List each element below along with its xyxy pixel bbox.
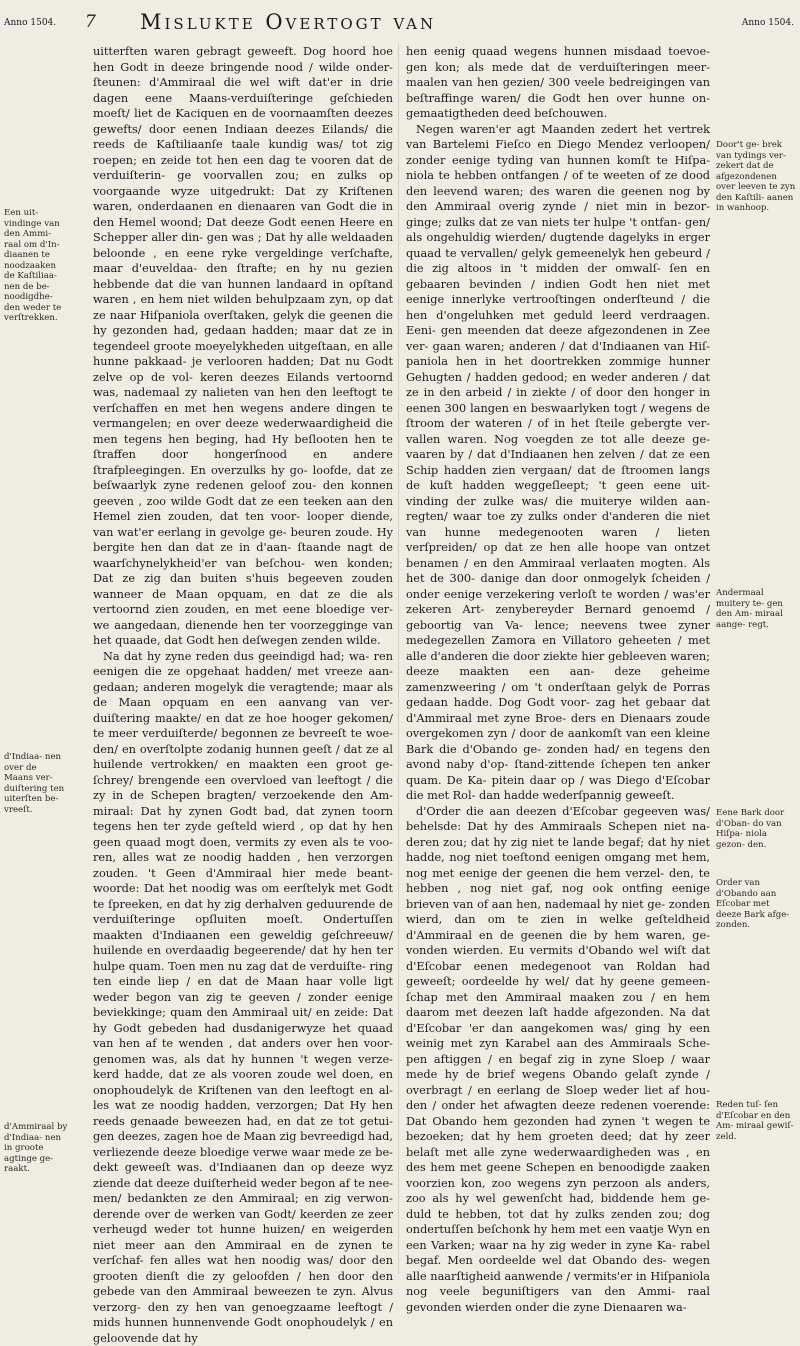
paragraph: uitterften waren gebragt geweeft. Dog hoord hoe hen Godt in deeze bringende nood / wilde onder- ſteunen: d'Ammiraal die wel wift dat'er in drie dagen eene Maans-verduiſteringe geſchieden moeſt/ liet de Kaciquen en de voornaamſten deezes gewefts/ door eenen Indiaan deezes Eilands/ die reeds de Kaſtiliaanſe taale kundig was/ tot zig roepen; en zeide tot hen een dag te vooren dat de verduiſterin- ge voorvallen zou; en zulks op voorgaande wyze uitgedrukt: Dat zy Kriſtenen waren, onderdaanen en dienaaren van Godt die in den Hemel woond; Dat deeze Godt eenen Heere en Schepper aller din- gen was ; Dat hy alle weldaaden beloonde , en eene ryke vergeldinge verſchafte, maar d'euveldaa- den ſtrafte; en hy nu gezien hebbende dat die van hunnen landaard in opſtand waren , en hem niet wilden behulpzaam zyn, op dat ze naar Hiſpaniola overſtaken, gelyk die geenen die hy gezonden had, gedaan hadden; maar dat ze in tegendeel groote moeyelykheden uitgeſtaan, en alle hunne pakkaad- je verlooren hadden; Dat nu Godt zelve op de vol- keren deezes Eilands vertoornd was, nademaal zy nalieten van hen den leeftogt te verſchaffen en met hen wegens andere dingen te vermangelen; en over deeze wederwaardigheid die men tegens hen beging, had Hy beſlooten hen te ſtraffen door hongerſnood en andere ſtrafpleegingen. En overzulks hy go- loofde, dat ze beſwaarlyk zyne redenen geloof zou- den konnen geeven , zoo wilde Godt dat ze een teeken aan den Hemel zien zouden, dat ten voor- looper diende, van wat'er eerlang in gevolge ge- beuren zoude. Hy bergite hen dan dat ze in d'aan- ſtaande nagt de waarſchynelykheid'er van beſchou- wen konden; Dat ze zig dan buiten s'huis begeeven zouden wanneer de Maan opquam, en dat ze die als vertoornd zien zouden, en met eene bloedige ver- we aangedaan, dienende hen ter voorzegginge van het quaade, dat Godt hen deſwegen zenden wilde. [93,44,393,649]
paragraph: d'Order die aan deezen d'Eſcobar gegeeven was/ behelsde: Dat hy des Ammiraals Schepen niet na- deren zou; dat hy zig niet te lande begaf; dat hy niet hadde, nog niet toeſtond eenigen omgang met hem, nog met eenige der geenen die hem verzel- den, te hebben , nog niet gaf, nog ook ontfing eenige brieven van of aan hen, nademaal hy niet ge- zonden wierd, dan om te zien in welke geſteldheid d'Ammiraal en de geenen die by hem waren, ge- vonden wierden. Eu vermits d'Obando wel wiſt dat d'Eſcobar eenen medegenoot van Roldan had geweeſt; oordeelde hy wel/ dat hy geene gemeen- ſchap met den Ammiraal maaken zou / en hem daarom met deezen laſt hadde afgezonden. Na dat d'Eſcobar 'er dan aangekomen was/ ging hy een weinig met zyn Karabel aan des Ammiraals Sche- pen aftiggen / en begaf zig in zyne Sloep / waar mede hy de brief wegens Obando gelaſt zynde / overbragt / en eerlang de Sloep weder liet af hou- den / onder het afwagten deeze redenen voerende: Dat Obando hem gezonden had zynen 't wegen te bezoeken; dat hy hem groeten deed; dat hy zeer belaſt met alle zyne wederwaardigheden was , en des hem met geene Schepen en benoodigde zaaken voorzien kon, zoo wegens zyn perzoon als anders, zoo als hy wel gewenſcht had, biddende hem ge- duld te hebben, tot dat hy zulks zenden zou; dog ondertuſſen beſchonk hy hem met een vaatje Wyn en een Varken; waar na hy zig weder in zyne Ka- rabel begaf. Men oordeelde wel dat Obando des- wegen alle naarſtigheid aanwende / vermits'er in Hiſpaniola nog veele beguniſtigers van den Ammi- raal gevonden wierden onder die zyne Dienaaren wa- [406,804,710,1316]
right-text-column [406,44,710,1315]
margin-note-right: Order van d'Obando aan Eſcobar met deeze Bark afge- zonden. [716,878,796,931]
margin-note-left: d'Indiaa- nen over de Maans ver- duiſtering ten uiterſten be- vreeſt. [4,752,68,815]
paragraph: Negen waren'er agt Maanden zedert het vertrek van Bartelemi Fieſco en Diego Mendez verloopen/ zonder eenige tyding van hunnen komſt te Hiſpa- niola te hebben ontfangen / of te weeten of ze dood den leevend waren; des waren die geenen nog by den Ammiraal overig zynde / niet min in bezor- ginge; zulks dat ze van niets ter hulpe 't ontfan- gen/ als ongehuldig wierden/ dugtende dagelyks in erger quaad te vervallen/ gelyk gemeenelyk hen gebeurd / die zig altoos in 't midden der omwalſ- ſen en gebaaren bevinden / indien Godt hen niet met eenige innerlyke vertrooſtingen onderſteund / die hen d'ongeluhken met geduld leerd verdraagen. Eeni- gen meenden dat deeze afgezondenen in Zee ver- gaan waren; anderen / dat d'Indiaanen van Hiſ- paniola hen in het doortrekken zommige hunner Gehugten / hadden gedood; en weder anderen / dat ze in den arbeid / in ziekte / of door den honger in eenen 300 langen en beswaarlyken togt / wegens de ſtroom der wateren / of in het ſteile gebergte ver- vallen waren. Nog voegden ze tot alle deeze ge- vaaren by / dat d'Indiaanen hen zelven / dat ze een Schip hadden zien vergaan/ dat de ſtroomen langs de kuſt hadden weggeſleept; 't geen eene uit- vinding der zulke was/ die muiterye wilden aan- regten/ waar toe zy zulks onder d'anderen die niet van hunne medegenooten waren / lieten verſpreiden/ op dat ze hen alle hoope van ontzet benamen / en den Ammiraal verlaaten mogten. Als het de 300- danige dan door onmogelyk ſcheiden / onder eenige verzekering verloſt te worden / was'er zekeren Art- zenybereyder Bernard genoemd / geboortig van Va- lence; neevens twee zyner medegezellen Zamora en Villatoro geheeten / met alle d'anderen die door ziekte hier gebleeven waren; deeze maakten een aan- deze geheime zamenzweering / om 't onderſtaan gelyk de Porras gedaan hadde. Dog Godt voor- zag het gebaar dat d'Ammiraal met zyne Broe- ders en Dienaars zoude overgekomen zyn / door de aankomſt van een kleine Bark die d'Obando ge- zonden had/ en tegens den avond naby d'op- ſtand-zittende ſchepen ten anker quam. De Ka- pitein daar op / was Diego d'Eſcobar die met Rol- dan hadde wederſpannig geweeſt. [406,122,710,804]
margin-note-left: Een uit- vindinge van den Ammi- raal om d'In- diaanen te noodzaaken de Kaſtiliaa- nen de be- noodigdhe- den weder te verſtrekken. [4,208,68,324]
margin-note-left: d'Ammiraal by d'Indiaa- nen in groote agtinge ge- raakt. [4,1122,68,1175]
running-title: Mislukte Overtogt van [140,10,436,34]
paragraph: Na dat hy zyne reden dus geeindigd had; wa- ren eenigen die ze opgehaat hadden/ met vreeze aan- gedaan; anderen mogelyk die veragtende; maar als de Maan opquam en een aanvang van ver- duiſtering maakte/ en dat ze hoe hooger gekomen/ te meer verduiſterde/ begonnen ze bevreeſt te woe- den/ en overſtolpte zodanig hunnen geeſt / dat ze al huilende vertrokken/ en maakten een groot ge- ſchrey/ brengende een overvloed van leeftogt / die zy in de Schepen bragten/ verzoekende den Am- miraal: Dat hy zynen Godt bad, dat zynen toorn tegens hen ter zyde geſteld wierd , op dat hy hen geen quaad mogt doen, vermits zy even als te voo- ren, alles wat ze noodig hadden , hen verzorgen zouden. 't Geen d'Ammiraal hier mede beant- woorde: Dat het noodig was om eerſtelyk met Godt te ſpreeken, en dat hy zig derhalven geduurende de verduiſteringe opſluiten moeſt. Ondertuſſen maakten d'Indiaanen een geweldig geſchreeuw/ huilende en overdaadig begeerende/ dat hy hen ter hulpe quam. Toen men nu zag dat de verduiſte- ring ten einde liep / en dat de Maan haar volle ligt weder begon van zig te geeven / zonder eenige beviekkinge; quam den Ammiraal uit/ en zeide: Dat hy Godt gebeden had dusdanigerwyze het quaad van hen af te wenden , dat anders over hen voor- genomen was, als dat hy hunnen 't wegen verze- kerd hadde, dat ze als vooren zoude wel doen, en onophoudelyk de Kriſtenen van den leeftogt en al- les wat ze noodig hadden, verzorgen; Dat Hy hen reeds genaade beweezen had, en dat ze tot getui- gen deezes, zagen hoe de Maan zig bevreedigd had, verliezende deeze bloedige verwe waar mede ze be- dekt geweeſt was. d'Indiaanen dan op deeze wyz ziende dat deeze duiſterheid weder begon af te nee- men/ bedankten ze den Ammiraal; en zig verwon- derende over de werken van Godt/ keerden ze zeer verheugd weder tot hunne huizen/ en weigerden niet meer aan den Ammiraal en de zynen te verſchaf- fen alles wat hen noodig was/ door den grooten dienſt die zy geloofden / hen door den gebede van den Ammiraal beweezen te zyn. Alvus verzorg- den zy hen van genoegzaame leeftogt / mids hunnen hunnenvende Godt onophoudelyk / en geloovende dat hy [93,649,393,1346]
margin-note-right: Reden tuſ- ſen d'Eſcobar en den Am- miraal gewiſ- zeld. [716,1100,796,1142]
running-head [0,12,800,42]
margin-note-right: Andermaal muitery te- gen den Am- miraal aange- regt. [716,588,796,630]
left-text-column [93,44,393,1346]
year-marker-right: Anno 1504. [742,18,794,28]
column-gutter [398,44,399,1274]
margin-note-right: Door't ge- brek van tydings ver- zekert dat de afgezondenen over leeven te zyn den Kaſtili- aanen in wanhoop. [716,140,796,214]
year-marker-left: Anno 1504. [4,18,56,28]
page-number: 7 [85,12,96,32]
margin-note-right: Eene Bark door d'Oban- do van Hiſpa- niola gezon- den. [716,808,796,850]
paragraph: hen eenig quaad wegens hunnen misdaad toevoe- gen kon; als mede dat de verduiſteringen meer- maalen van hen gezien/ 300 veele bedreigingen van beſtraffinge waren/ die Godt hen over hunne on- gemaatigtheden deed beſchouwen. [406,44,710,122]
